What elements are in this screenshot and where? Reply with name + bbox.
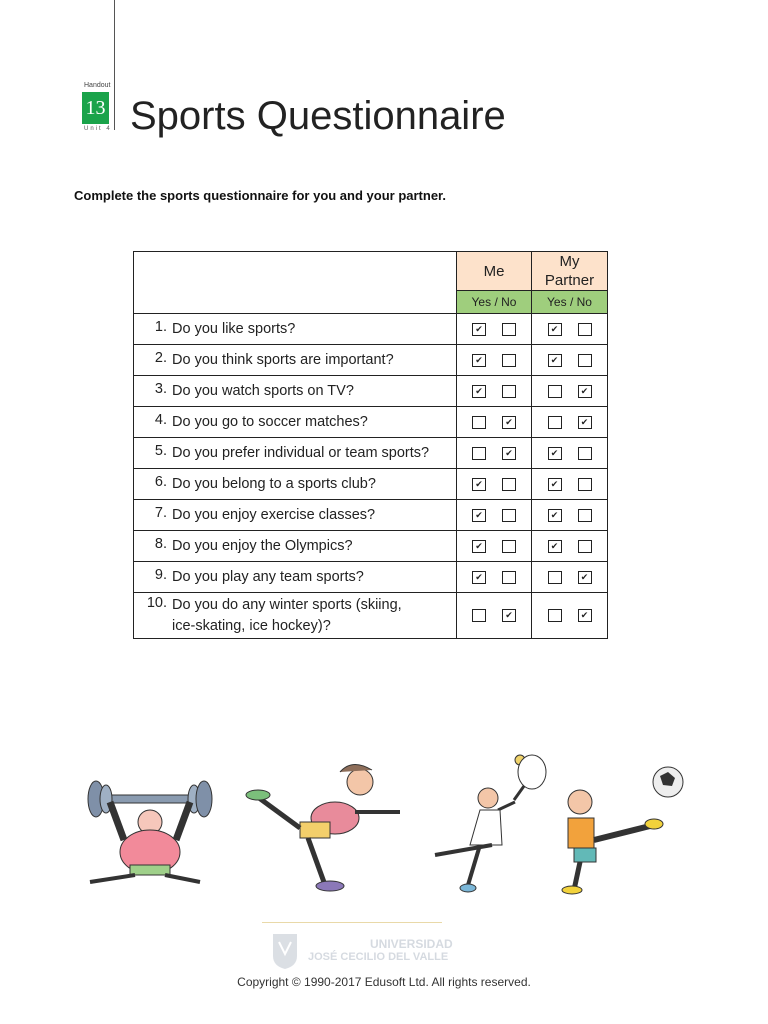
question-text xyxy=(172,474,376,495)
partner-yes-checkbox[interactable]: ✔ xyxy=(548,354,562,367)
partner-no-checkbox[interactable]: ✔ xyxy=(578,571,592,584)
question-text xyxy=(172,412,368,433)
partner-answer-cell xyxy=(532,345,608,376)
me-yes-checkbox[interactable]: ✔ xyxy=(472,354,486,367)
question-row xyxy=(134,438,608,469)
question-row xyxy=(134,376,608,407)
me-yes-checkbox[interactable] xyxy=(472,416,486,429)
partner-answer-cell xyxy=(532,593,608,639)
me-no-checkbox[interactable] xyxy=(502,478,516,491)
me-no-checkbox[interactable] xyxy=(502,540,516,553)
handout-label: Handout xyxy=(84,82,111,89)
me-no-checkbox[interactable] xyxy=(502,509,516,522)
me-yes-checkbox[interactable] xyxy=(472,447,486,460)
question-row xyxy=(134,562,608,593)
partner-yes-no-header: Yes / No xyxy=(532,291,608,314)
me-answer-cell xyxy=(457,314,532,345)
university-logo-icon xyxy=(270,932,300,970)
partner-answer-cell xyxy=(532,531,608,562)
partner-answer-cell xyxy=(532,469,608,500)
partner-yes-checkbox[interactable] xyxy=(548,385,562,398)
question-text-line: Do you enjoy exercise classes? xyxy=(172,506,376,523)
partner-no-checkbox[interactable]: ✔ xyxy=(578,416,592,429)
me-yes-checkbox[interactable]: ✔ xyxy=(472,478,486,491)
question-text xyxy=(172,567,364,588)
me-yes-checkbox[interactable]: ✔ xyxy=(472,540,486,553)
question-number: 7. xyxy=(154,504,167,521)
question-cell xyxy=(134,345,457,376)
partner-no-checkbox[interactable]: ✔ xyxy=(578,385,592,398)
question-text-line: Do you go to soccer matches? xyxy=(172,413,368,430)
question-cell xyxy=(134,531,457,562)
question-row xyxy=(134,345,608,376)
university-watermark xyxy=(270,932,453,970)
question-number: 5. xyxy=(154,442,167,459)
me-answer-cell xyxy=(457,407,532,438)
partner-no-checkbox[interactable] xyxy=(578,354,592,367)
partner-yes-checkbox[interactable] xyxy=(548,416,562,429)
question-text-line: ice-skating, ice hockey)? xyxy=(172,617,331,634)
me-answer-cell xyxy=(457,593,532,639)
question-text-line: Do you do any winter sports (skiing, xyxy=(172,596,402,613)
partner-no-checkbox[interactable]: ✔ xyxy=(578,609,592,622)
question-row xyxy=(134,314,608,345)
me-yes-checkbox[interactable]: ✔ xyxy=(472,323,486,336)
handout-number-badge: 13 xyxy=(82,92,109,124)
me-no-checkbox[interactable] xyxy=(502,571,516,584)
me-yes-checkbox[interactable]: ✔ xyxy=(472,571,486,584)
question-number: 2. xyxy=(154,349,167,366)
question-number: 4. xyxy=(154,411,167,428)
partner-yes-checkbox[interactable]: ✔ xyxy=(548,447,562,460)
me-no-checkbox[interactable]: ✔ xyxy=(502,447,516,460)
question-text xyxy=(172,536,353,557)
me-no-checkbox[interactable] xyxy=(502,354,516,367)
question-cell xyxy=(134,500,457,531)
question-number: 10. xyxy=(146,594,167,611)
me-answer-cell xyxy=(457,376,532,407)
page-title: Sports Questionnaire xyxy=(130,94,506,138)
question-cell xyxy=(134,562,457,593)
partner-no-checkbox[interactable] xyxy=(578,540,592,553)
question-row xyxy=(134,407,608,438)
me-answer-cell xyxy=(457,531,532,562)
me-header: Me xyxy=(457,252,532,291)
question-text xyxy=(172,595,402,637)
question-text-line: Do you belong to a sports club? xyxy=(172,475,376,492)
questionnaire-table xyxy=(133,251,608,639)
question-text xyxy=(172,350,394,371)
me-no-checkbox[interactable] xyxy=(502,323,516,336)
instruction-text: Complete the sports questionnaire for you and your partner. xyxy=(74,188,446,203)
question-row xyxy=(134,500,608,531)
partner-no-checkbox[interactable] xyxy=(578,509,592,522)
me-no-checkbox[interactable] xyxy=(502,385,516,398)
me-answer-cell xyxy=(457,438,532,469)
vertical-rule xyxy=(114,0,115,130)
partner-answer-cell xyxy=(532,376,608,407)
partner-answer-cell xyxy=(532,314,608,345)
question-cell xyxy=(134,407,457,438)
question-header-cell xyxy=(134,252,457,314)
me-yes-checkbox[interactable]: ✔ xyxy=(472,509,486,522)
question-text-line: Do you prefer individual or team sports? xyxy=(172,444,430,461)
watermark-line-2: JOSÉ CECILIO DEL VALLE xyxy=(308,951,449,963)
me-answer-cell xyxy=(457,345,532,376)
question-text-line: Do you watch sports on TV? xyxy=(172,382,354,399)
question-text xyxy=(172,381,354,402)
me-answer-cell xyxy=(457,500,532,531)
copyright-footer: Copyright © 1990-2017 Edusoft Ltd. All rights reserved. xyxy=(237,975,531,989)
partner-no-checkbox[interactable] xyxy=(578,478,592,491)
partner-answer-cell xyxy=(532,407,608,438)
question-text-line: Do you think sports are important? xyxy=(172,351,394,368)
question-text-line: Do you play any team sports? xyxy=(172,568,364,585)
partner-yes-checkbox[interactable] xyxy=(548,609,562,622)
question-row xyxy=(134,593,608,639)
question-text-line: Do you like sports? xyxy=(172,320,296,337)
watermark-divider xyxy=(262,922,442,923)
question-cell xyxy=(134,314,457,345)
question-text xyxy=(172,505,375,526)
me-yes-checkbox[interactable]: ✔ xyxy=(472,385,486,398)
me-answer-cell xyxy=(457,562,532,593)
question-cell xyxy=(134,438,457,469)
partner-yes-checkbox[interactable]: ✔ xyxy=(548,478,562,491)
partner-answer-cell xyxy=(532,500,608,531)
partner-yes-checkbox[interactable]: ✔ xyxy=(548,323,562,336)
me-no-checkbox[interactable]: ✔ xyxy=(502,609,516,622)
question-number: 8. xyxy=(154,535,167,552)
partner-yes-checkbox[interactable]: ✔ xyxy=(548,509,562,522)
question-number: 9. xyxy=(154,566,167,583)
me-yes-checkbox[interactable] xyxy=(472,609,486,622)
partner-yes-checkbox[interactable] xyxy=(548,571,562,584)
question-cell xyxy=(134,469,457,500)
partner-header: My Partner xyxy=(532,252,608,291)
runner-icon xyxy=(246,764,400,891)
me-answer-cell xyxy=(457,469,532,500)
me-no-checkbox[interactable]: ✔ xyxy=(502,416,516,429)
partner-no-checkbox[interactable] xyxy=(578,323,592,336)
soccer-player-icon xyxy=(562,767,683,894)
question-text xyxy=(172,319,295,340)
question-text xyxy=(172,443,429,464)
weightlifter-icon xyxy=(88,781,212,882)
question-number: 1. xyxy=(154,318,167,335)
partner-yes-checkbox[interactable]: ✔ xyxy=(548,540,562,553)
unit-label: Unit 4 xyxy=(84,126,112,132)
question-cell xyxy=(134,376,457,407)
question-text-line: Do you enjoy the Olympics? xyxy=(172,537,353,554)
tennis-player-icon xyxy=(435,755,546,892)
partner-answer-cell xyxy=(532,562,608,593)
question-row xyxy=(134,469,608,500)
question-cell xyxy=(134,593,457,639)
partner-answer-cell xyxy=(532,438,608,469)
question-number: 6. xyxy=(154,473,167,490)
watermark-line-1: UNIVERSIDAD xyxy=(370,937,453,951)
question-number: 3. xyxy=(154,380,167,397)
sports-illustrations xyxy=(60,740,700,900)
me-yes-no-header: Yes / No xyxy=(457,291,532,314)
question-row xyxy=(134,531,608,562)
partner-no-checkbox[interactable] xyxy=(578,447,592,460)
